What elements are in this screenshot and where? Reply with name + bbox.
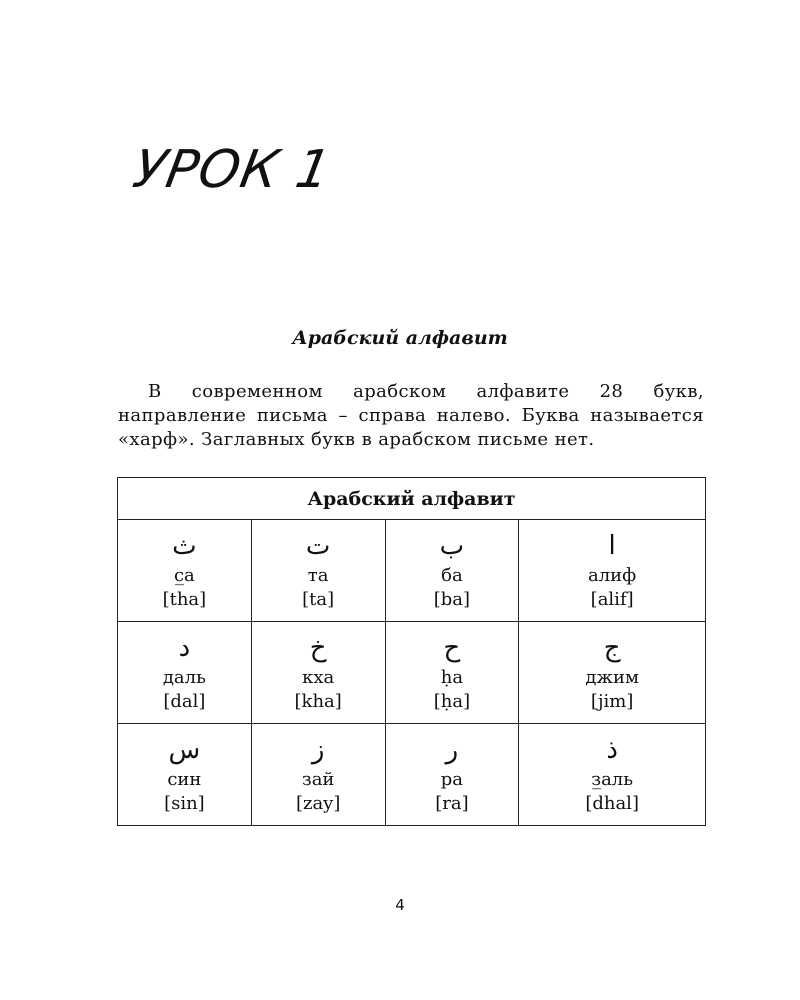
letter-transliteration: [ba] <box>433 589 471 610</box>
letter-transliteration: [zay] <box>295 793 341 814</box>
arabic-letter: ذ <box>606 735 618 765</box>
letter-cell <box>118 724 252 826</box>
arabic-letter: ج <box>603 633 621 663</box>
letter-cell <box>519 520 706 622</box>
letter-name: зай <box>301 769 335 790</box>
table-row <box>118 622 706 724</box>
letter-name: ба <box>441 565 463 586</box>
letter-name: та <box>307 565 329 586</box>
letter-transliteration: [sin] <box>164 793 205 814</box>
letter-name: ḥа <box>440 667 464 688</box>
letter-transliteration: [alif] <box>590 589 634 610</box>
alphabet-table <box>117 477 706 826</box>
letter-name: з̲аль <box>591 769 634 790</box>
letter-cell <box>519 724 706 826</box>
letter-name: ра <box>440 769 464 790</box>
letter-cell <box>385 520 519 622</box>
letter-name: с̲а <box>173 565 195 586</box>
letter-cell <box>118 520 252 622</box>
arabic-letter: ا <box>608 531 616 561</box>
arabic-letter: س <box>168 735 201 765</box>
letter-transliteration: [dhal] <box>585 793 639 814</box>
letter-name: алиф <box>588 565 637 586</box>
intro-paragraph: В современном арабском алфавите 28 букв, направление письма – справа налево. Буква называется «харф». Заглавных букв в арабском письме нет. <box>118 381 704 450</box>
letter-transliteration: [ḥa] <box>433 691 471 712</box>
letter-cell <box>251 520 385 622</box>
letter-cell <box>118 622 252 724</box>
arabic-letter: د <box>178 633 191 663</box>
letter-name: даль <box>162 667 206 688</box>
table-header-row <box>118 478 706 520</box>
arabic-letter: ز <box>311 735 325 765</box>
letter-name: джим <box>585 667 639 688</box>
letter-cell <box>519 622 706 724</box>
section-heading: Арабский алфавит <box>292 327 508 349</box>
letter-cell <box>251 724 385 826</box>
lesson-title: УРОК 1 <box>128 140 336 200</box>
arabic-letter: ر <box>445 735 459 765</box>
arabic-letter: ت <box>305 531 331 561</box>
letter-transliteration: [ra] <box>435 793 469 814</box>
page-number: 4 <box>395 896 405 914</box>
table-row <box>118 724 706 826</box>
letter-transliteration: [dal] <box>163 691 206 712</box>
table-row <box>118 520 706 622</box>
letter-transliteration: [jim] <box>590 691 634 712</box>
arabic-letter: ح <box>443 633 461 663</box>
arabic-letter: ب <box>439 531 465 561</box>
arabic-letter: ث <box>172 531 197 561</box>
letter-cell <box>385 622 519 724</box>
table-header: Арабский алфавит <box>118 478 706 520</box>
letter-cell <box>385 724 519 826</box>
letter-cell <box>251 622 385 724</box>
letter-transliteration: [ta] <box>302 589 335 610</box>
letter-transliteration: [tha] <box>162 589 207 610</box>
letter-name: кха <box>302 667 335 688</box>
letter-name: син <box>167 769 202 790</box>
arabic-letter: خ <box>309 633 327 663</box>
letter-transliteration: [kha] <box>294 691 342 712</box>
